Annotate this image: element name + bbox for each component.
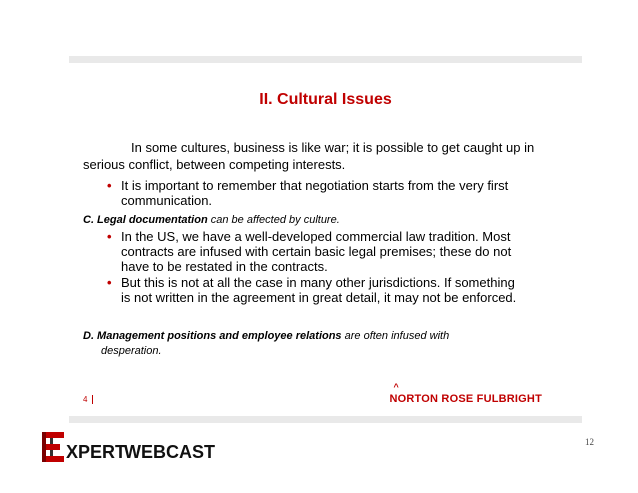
small-page-number: 4	[83, 395, 88, 404]
logo-webcast: WEBCAST	[124, 442, 215, 462]
section-c-rest: can be affected by culture.	[207, 214, 340, 226]
section-c	[83, 213, 340, 228]
slide-number: 12	[585, 437, 594, 447]
intro-paragraph: In some cultures, business is like war; it is possible to get caught up in serious conflict, between competing interests.	[83, 140, 535, 172]
section-d-rest: are often infused with	[341, 330, 450, 342]
bullet-dot: •	[107, 229, 112, 244]
firm-name: NORTON ROSE FULBRIGHT	[389, 393, 542, 405]
bullet-text: It is important to remember that negotiation starts from the very first communication.	[121, 178, 509, 208]
page-divider	[92, 395, 93, 404]
slide	[69, 56, 582, 423]
expert-webcast-logo	[40, 428, 215, 468]
bullet-us-law	[107, 229, 521, 274]
bullet-dot: •	[107, 275, 112, 290]
bullet-dot: •	[107, 178, 112, 193]
bullet-text: In the US, we have a well-developed commercial law tradition. Most contracts are infused with certain basic legal premises; these do not have to be restated in the contracts.	[121, 229, 512, 274]
section-d	[83, 329, 523, 359]
section-c-lead: C. Legal documentation	[83, 214, 208, 226]
bullet-other-jurisdictions	[107, 275, 521, 305]
section-d-lead: D. Management positions and employee relations	[83, 330, 342, 342]
firm-logo	[389, 382, 543, 405]
logo-xpert: XPERT	[66, 442, 127, 462]
section-d-cont: desperation.	[101, 345, 162, 357]
bullet-negotiation	[107, 178, 521, 208]
logo-caret-icon: ^	[393, 382, 399, 392]
slide-title: II. Cultural Issues	[259, 91, 392, 108]
logo-e-icon	[42, 432, 64, 462]
bullet-text: But this is not at all the case in many other jurisdictions. If something is not written in the agreement in great detail, it may not be enforced.	[121, 275, 517, 305]
